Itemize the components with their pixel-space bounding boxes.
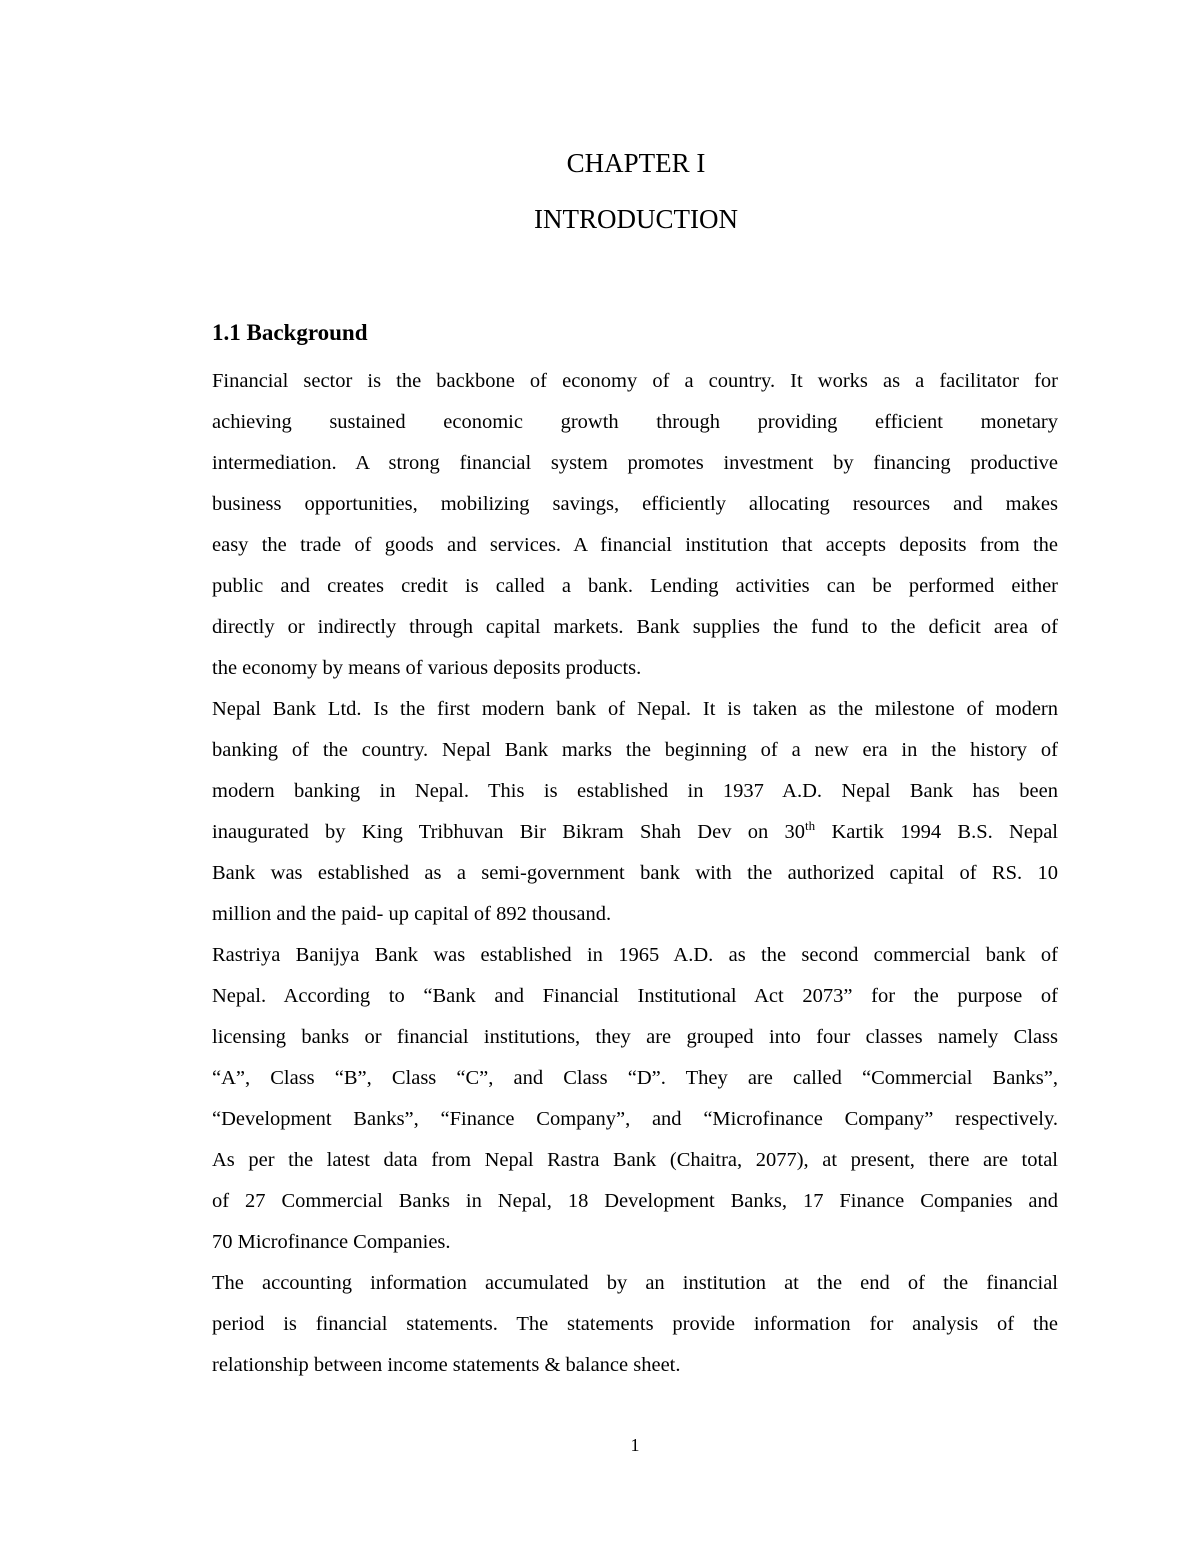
text-line: “A”, Class “B”, Class “C”, and Class “D”. They are called “Commercial Banks”, bbox=[212, 1067, 1058, 1089]
paragraph-rastriya-banijya bbox=[212, 935, 1058, 1263]
section-heading: 1.1 Background bbox=[212, 320, 368, 345]
chapter-title: CHAPTER I bbox=[566, 148, 706, 178]
ordinal-superscript: th bbox=[805, 818, 816, 834]
text-line: directly or indirectly through capital markets. Bank supplies the fund to the deficit area of bbox=[212, 616, 1058, 638]
text-line: 70 Microfinance Companies. bbox=[212, 1231, 451, 1253]
text-line: the economy by means of various deposits products. bbox=[212, 657, 642, 679]
chapter-subtitle: INTRODUCTION bbox=[534, 204, 738, 234]
text-line: business opportunities, mobilizing savings, efficiently allocating resources and makes bbox=[212, 493, 1058, 515]
page-number: 1 bbox=[630, 1435, 640, 1455]
text-line: achieving sustained economic growth through providing efficient monetary bbox=[212, 411, 1058, 433]
text-line: relationship between income statements & balance sheet. bbox=[212, 1354, 681, 1376]
text-line-with-superscript bbox=[212, 812, 1058, 853]
text-line: licensing banks or financial institutions, they are grouped into four classes namely Class bbox=[212, 1026, 1058, 1048]
text-line: Rastriya Banijya Bank was established in 1965 A.D. as the second commercial bank of bbox=[212, 944, 1058, 966]
text-line: banking of the country. Nepal Bank marks the beginning of a new era in the history of bbox=[212, 739, 1058, 761]
text-line: Nepal. According to “Bank and Financial Institutional Act 2073” for the purpose of bbox=[212, 985, 1058, 1007]
text-line: modern banking in Nepal. This is established in 1937 A.D. Nepal Bank has been bbox=[212, 780, 1058, 802]
body-text bbox=[212, 361, 1058, 1386]
text-line: As per the latest data from Nepal Rastra Bank (Chaitra, 2077), at present, there are total bbox=[212, 1149, 1058, 1171]
text-line: The accounting information accumulated by an institution at the end of the financial bbox=[212, 1272, 1058, 1294]
text-segment: inaugurated by King Tribhuvan Bir Bikram Shah Dev on 30 bbox=[212, 821, 806, 843]
text-line: million and the paid- up capital of 892 thousand. bbox=[212, 903, 612, 925]
text-line: Financial sector is the backbone of economy of a country. It works as a facilitator for bbox=[212, 370, 1058, 392]
paragraph-accounting-information bbox=[212, 1263, 1058, 1386]
text-line: of 27 Commercial Banks in Nepal, 18 Development Banks, 17 Finance Companies and bbox=[212, 1190, 1058, 1212]
text-line: intermediation. A strong financial system promotes investment by financing productive bbox=[212, 452, 1058, 474]
text-line: public and creates credit is called a bank. Lending activities can be performed either bbox=[212, 575, 1058, 597]
text-segment: Kartik 1994 B.S. Nepal bbox=[815, 821, 1058, 843]
text-line: period is financial statements. The statements provide information for analysis of the bbox=[212, 1313, 1058, 1335]
text-line: Nepal Bank Ltd. Is the first modern bank of Nepal. It is taken as the milestone of modern bbox=[212, 698, 1058, 720]
paragraph-nepal-bank bbox=[212, 689, 1058, 935]
text-line: Bank was established as a semi-government bank with the authorized capital of RS. 10 bbox=[212, 862, 1058, 884]
text-line: easy the trade of goods and services. A financial institution that accepts deposits from the bbox=[212, 534, 1058, 556]
paragraph-financial-sector bbox=[212, 361, 1058, 689]
text-line: “Development Banks”, “Finance Company”, and “Microfinance Company” respectively. bbox=[212, 1108, 1058, 1130]
